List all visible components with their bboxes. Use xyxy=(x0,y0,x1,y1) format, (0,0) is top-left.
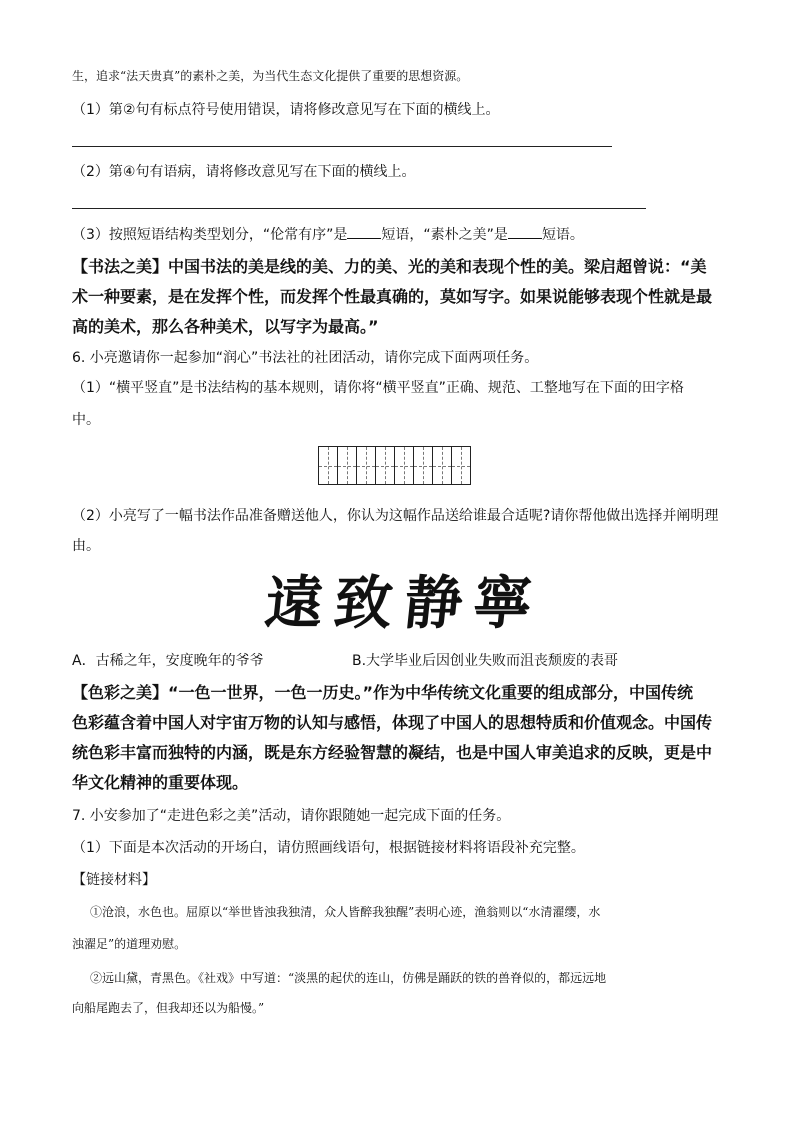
material-1-cont: 浊濯足”的道理劝慰。 xyxy=(72,937,187,951)
link-material-title: 【链接材料】 xyxy=(72,872,156,888)
question-3 xyxy=(72,224,584,245)
calligraphy-char: 寧 xyxy=(469,569,536,637)
task-6-2-cont: 由。 xyxy=(72,538,100,554)
color-paragraph-line: 【色彩之美】“一色一世界，一色一历史。”作为中华传统文化重要的组成部分，中国传统 xyxy=(72,683,694,702)
calligraphy-paragraph-line: 高的美术，那么各种美术，以写字为最高。” xyxy=(72,317,379,336)
task-7-1: （1）下面是本次活动的开场白，请仿照画线语句，根据链接材料将语段补充完整。 xyxy=(72,840,585,856)
option-a: A．古稀之年，安度晚年的爷爷 xyxy=(72,653,264,669)
grid-cell[interactable] xyxy=(395,447,414,484)
grid-cell[interactable] xyxy=(376,447,395,484)
grid-cell[interactable] xyxy=(433,447,452,484)
task-7-heading: 7. 小安参加了“走进色彩之美”活动，请你跟随她一起完成下面的任务。 xyxy=(72,808,511,824)
calligraphy-paragraph-line: 【书法之美】中国书法的美是线的美、力的美、光的美和表现个性的美。梁启超曾说：“美 xyxy=(72,257,707,276)
question-3-part-c: 短语。 xyxy=(541,227,584,243)
question-2: （2）第④句有语病，请将修改意见写在下面的横线上。 xyxy=(72,164,416,180)
task-6-heading: 6. 小亮邀请你一起参加“润心”书法社的社团活动，请你完成下面两项任务。 xyxy=(72,350,539,366)
material-2: ②远山黛，青黑色。《社戏》中写道：“淡黑的起伏的连山，仿佛是踊跃的铁的兽脊似的，都远远地 xyxy=(90,971,607,985)
question-3-part-a: （3）按照短语结构类型划分，“伦常有序”是 xyxy=(72,227,348,243)
grid-cell[interactable] xyxy=(452,447,470,484)
grid-cell[interactable] xyxy=(357,447,376,484)
option-b: B.大学毕业后因创业失败而沮丧颓废的表哥 xyxy=(352,653,619,669)
material-1: ①沧浪，水色也。屈原以“举世皆浊我独清，众人皆醉我独醒”表明心迹，渔翁则以“水清濯缨，水 xyxy=(90,905,601,919)
blank-1 xyxy=(347,224,381,239)
color-paragraph-line: 色彩蕴含着中国人对宇宙万物的认知与感悟，体现了中国人的思想特质和价值观念。中国传 xyxy=(72,713,713,732)
calligraphy-paragraph-line: 术一种要素，是在发挥个性，而发挥个性最真确的，莫如写字。如果说能够表现个性就是最 xyxy=(72,287,713,306)
task-6-2: （2）小亮写了一幅书法作品准备赠送他人，你认为这幅作品送给谁最合适呢?请你帮他做出选择并阐明理 xyxy=(72,508,719,524)
grid-cell[interactable] xyxy=(338,447,357,484)
blank-2 xyxy=(508,224,542,239)
task-6-1: （1）“横平竖直”是书法结构的基本规则，请你将“横平竖直”正确、规范、工整地写在下面的田字格 xyxy=(72,380,684,396)
question-1: （1）第②句有标点符号使用错误，请将修改意见写在下面的横线上。 xyxy=(72,102,500,118)
color-paragraph-line: 统色彩丰富而独特的内涵，既是东方经验智慧的凝结，也是中国人审美追求的反映，更是中 xyxy=(72,743,713,762)
calligraphy-artwork xyxy=(261,560,536,637)
text-line: 生，追求“法天贵真”的素朴之美，为当代生态文化提供了重要的思想资源。 xyxy=(72,69,469,83)
task-6-1-cont: 中。 xyxy=(72,412,100,428)
calligraphy-char: 遠 xyxy=(261,569,328,637)
calligraphy-char: 静 xyxy=(400,569,466,637)
calligraphy-char: 致 xyxy=(331,569,397,637)
grid-cell[interactable] xyxy=(414,447,433,484)
material-2-cont: 向船尾跑去了，但我却还以为船慢。” xyxy=(72,1001,265,1015)
answer-line-2 xyxy=(72,208,646,209)
color-paragraph-line: 华文化精神的重要体现。 xyxy=(72,773,249,792)
tianzige-grid[interactable] xyxy=(318,446,471,485)
answer-line-1 xyxy=(72,146,612,147)
question-3-part-b: 短语，“素朴之美”是 xyxy=(381,227,508,243)
grid-cell[interactable] xyxy=(319,447,338,484)
